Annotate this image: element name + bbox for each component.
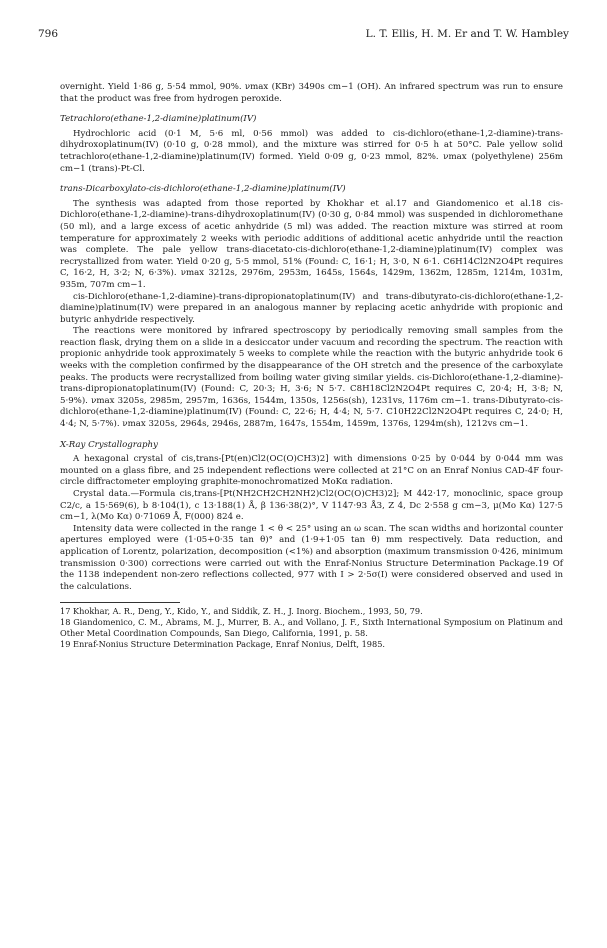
analogous-paragraph: cis-Dichloro(ethane-1,2-diamine)-trans-dipropionatoplatinum(IV) and trans-dibutyrato-cis-dichloro(ethane-1,2-diamine)platinum(IV) were prepared in an analogous manner by replacing acetic anhydride with propionic and butyric anhydride respectively.: [60, 291, 563, 325]
reactions-paragraph: The reactions were monitored by infrared spectroscopy by periodically removing small samples from the reaction flask, drying them on a slide in a desiccator under vacuum and recording the spectrum. The reaction with propionic anhydride took approximately 5 weeks to complete while the reaction with the butyric anhydride took 6 weeks with the completion confirmed by the disappearance of the OH stretch and the presence of the carboxylate peaks. The products were recrystallized from boiling water giving similar yields. cis-Dichloro(ethane-1,2-diamine)-trans-dipropionatoplatinum(IV) (Found: C, 20·3; H, 3·6; N 5·7. C8H18Cl2N2O4Pt requires C, 20·4; H, 3·8; N, 5·9%). νmax 3205s, 2985m, 2957m, 1636s, 1544m, 1350s, 1256s(sh), 1231vs, 1176m cm−1. trans-Dibutyrato-cis-dichloro(ethane-1,2-diamine)platinum(IV) (Found: C, 22·6; H, 4·4; N, 5·7. C10H22Cl2N2O4Pt requires C, 24·0; H, 4·4; N, 5·7%). νmax 3205s, 2964s, 2946s, 2887m, 1647s, 1554m, 1459m, 1376s, 1294m(sh), 1212vs cm−1.: [60, 326, 563, 430]
section-heading-xray: X-Ray Crystallography: [60, 439, 158, 450]
intensity-paragraph: Intensity data were collected in the range 1 < θ < 25° using an ω scan. The scan widths and horizontal counter apertures employed were (1·05+0·35 tan θ)° and (1·9+1·05 tan θ) mm respectively. Data reduction, and application of Lorentz, polarization, decomposition (<1%) and absorption (maximum transmission 0·426, minimum transmission 0·300) corrections were carried out with the Enraf-Nonius Structure Determination Package.19 Of the 1138 independent non-zero reflections collected, 977 with I > 2·5σ(I) were considered observed and used in the calculations.: [60, 523, 563, 592]
section-heading-dicarboxylato: trans-Dicarboxylato-cis-dichloro(ethane-1,2-diamine)platinum(IV): [60, 184, 346, 195]
page-header: [38, 28, 569, 42]
crystal-paragraph: A hexagonal crystal of cis,trans-[Pt(en)Cl2(OC(O)CH3)2] with dimensions 0·25 by 0·044 by 0·044 mm was mounted on a glass fibre, and 25 independent reflections were collected at 21°C on an Enraf Nonius CAD-4F four-circle diffractometer employing graphite-monochromatized MoKα radiation.: [60, 454, 563, 488]
footnote-17: 17 Khokhar, A. R., Deng, Y., Kido, Y., and Siddik, Z. H., J. Inorg. Biochem., 1993, 50, 79.: [60, 606, 423, 617]
footnote-19: 19 Enraf-Nonius Structure Determination Package, Enraf Nonius, Delft, 1985.: [60, 638, 386, 649]
footnote-18: 18 Giandomenico, C. M., Abrams, M. J., Murrer, B. A., and Vollano, J. F., Sixth International Symposium on Platinum and Other Metal Coordination Compounds, San Diego, California, 1991, p. 58.: [60, 617, 563, 638]
article-body: [60, 82, 563, 650]
page-number: 796: [38, 28, 59, 40]
tetrachloro-paragraph: Hydrochloric acid (0·1 M, 5·6 ml, 0·56 mmol) was added to cis-dichloro(ethane-1,2-diamine)-trans-dihydroxoplatinum(IV) (0·10 g, 0·28 mmol), and the mixture was stirred for 0·5 h at 50°C. Pale yellow solid tetrachloro(ethane-1,2-diamine)platinum(IV) formed. Yield 0·09 g, 0·23 mmol, 82%. νmax (polyethylene) 256m cm−1 (trans)-Pt-Cl.: [60, 128, 563, 174]
crystal-data-paragraph: Crystal data.—Formula cis,trans-[Pt(NH2CH2CH2NH2)Cl2(OC(O)CH3)2]; M 442·17, monoclinic, space group C2/c, a 15·569(6), b 8·104(1), c 13·188(1) Å, β 136·38(2)°, V 1147·93 Å3, Z 4, Dc 2·558 g cm−3, μ(Mo Kα) 127·5 cm−1, λ(Mo Kα) 0·71069 Å, F(000) 824 e.: [60, 489, 563, 523]
footnote-divider: [60, 602, 180, 603]
intro-paragraph: overnight. Yield 1·86 g, 5·54 mmol, 90%. νmax (KBr) 3490s cm−1 (OH). An infrared spectrum was run to ensure that the product was free from hydrogen peroxide.: [60, 82, 563, 104]
running-authors: L. T. Ellis, H. M. Er and T. W. Hambley: [365, 28, 569, 40]
synthesis-paragraph: The synthesis was adapted from those reported by Khokhar et al.17 and Giandomenico et al.18 cis-Dichloro(ethane-1,2-diamine)-trans-dihydroxoplatinum(IV) (0·30 g, 0·84 mmol) was suspended in dichloromethane (50 ml), and a large excess of acetic anhydride (5 ml) was added. The reaction mixture was stirred at room temperature for approximately 2 weeks with periodic additions of additional acetic anhydride until the reaction was complete. The pale yellow trans-diacetato-cis-dichloro(ethane-1,2-diamine)platinum(IV) complex was recrystallized from water. Yield 0·20 g, 5·5 mmol, 51% (Found: C, 16·1; H, 3·0, N 6·1. C6H14Cl2N2O4Pt requires C, 16·2, H, 3·2; N, 6·3%). νmax 3212s, 2976m, 2953m, 1645s, 1564s, 1429m, 1362m, 1285m, 1214m, 1031m, 935m, 707m cm−1.: [60, 198, 563, 290]
section-heading-tetrachloro: Tetrachloro(ethane-1,2-diamine)platinum(IV): [60, 114, 257, 125]
